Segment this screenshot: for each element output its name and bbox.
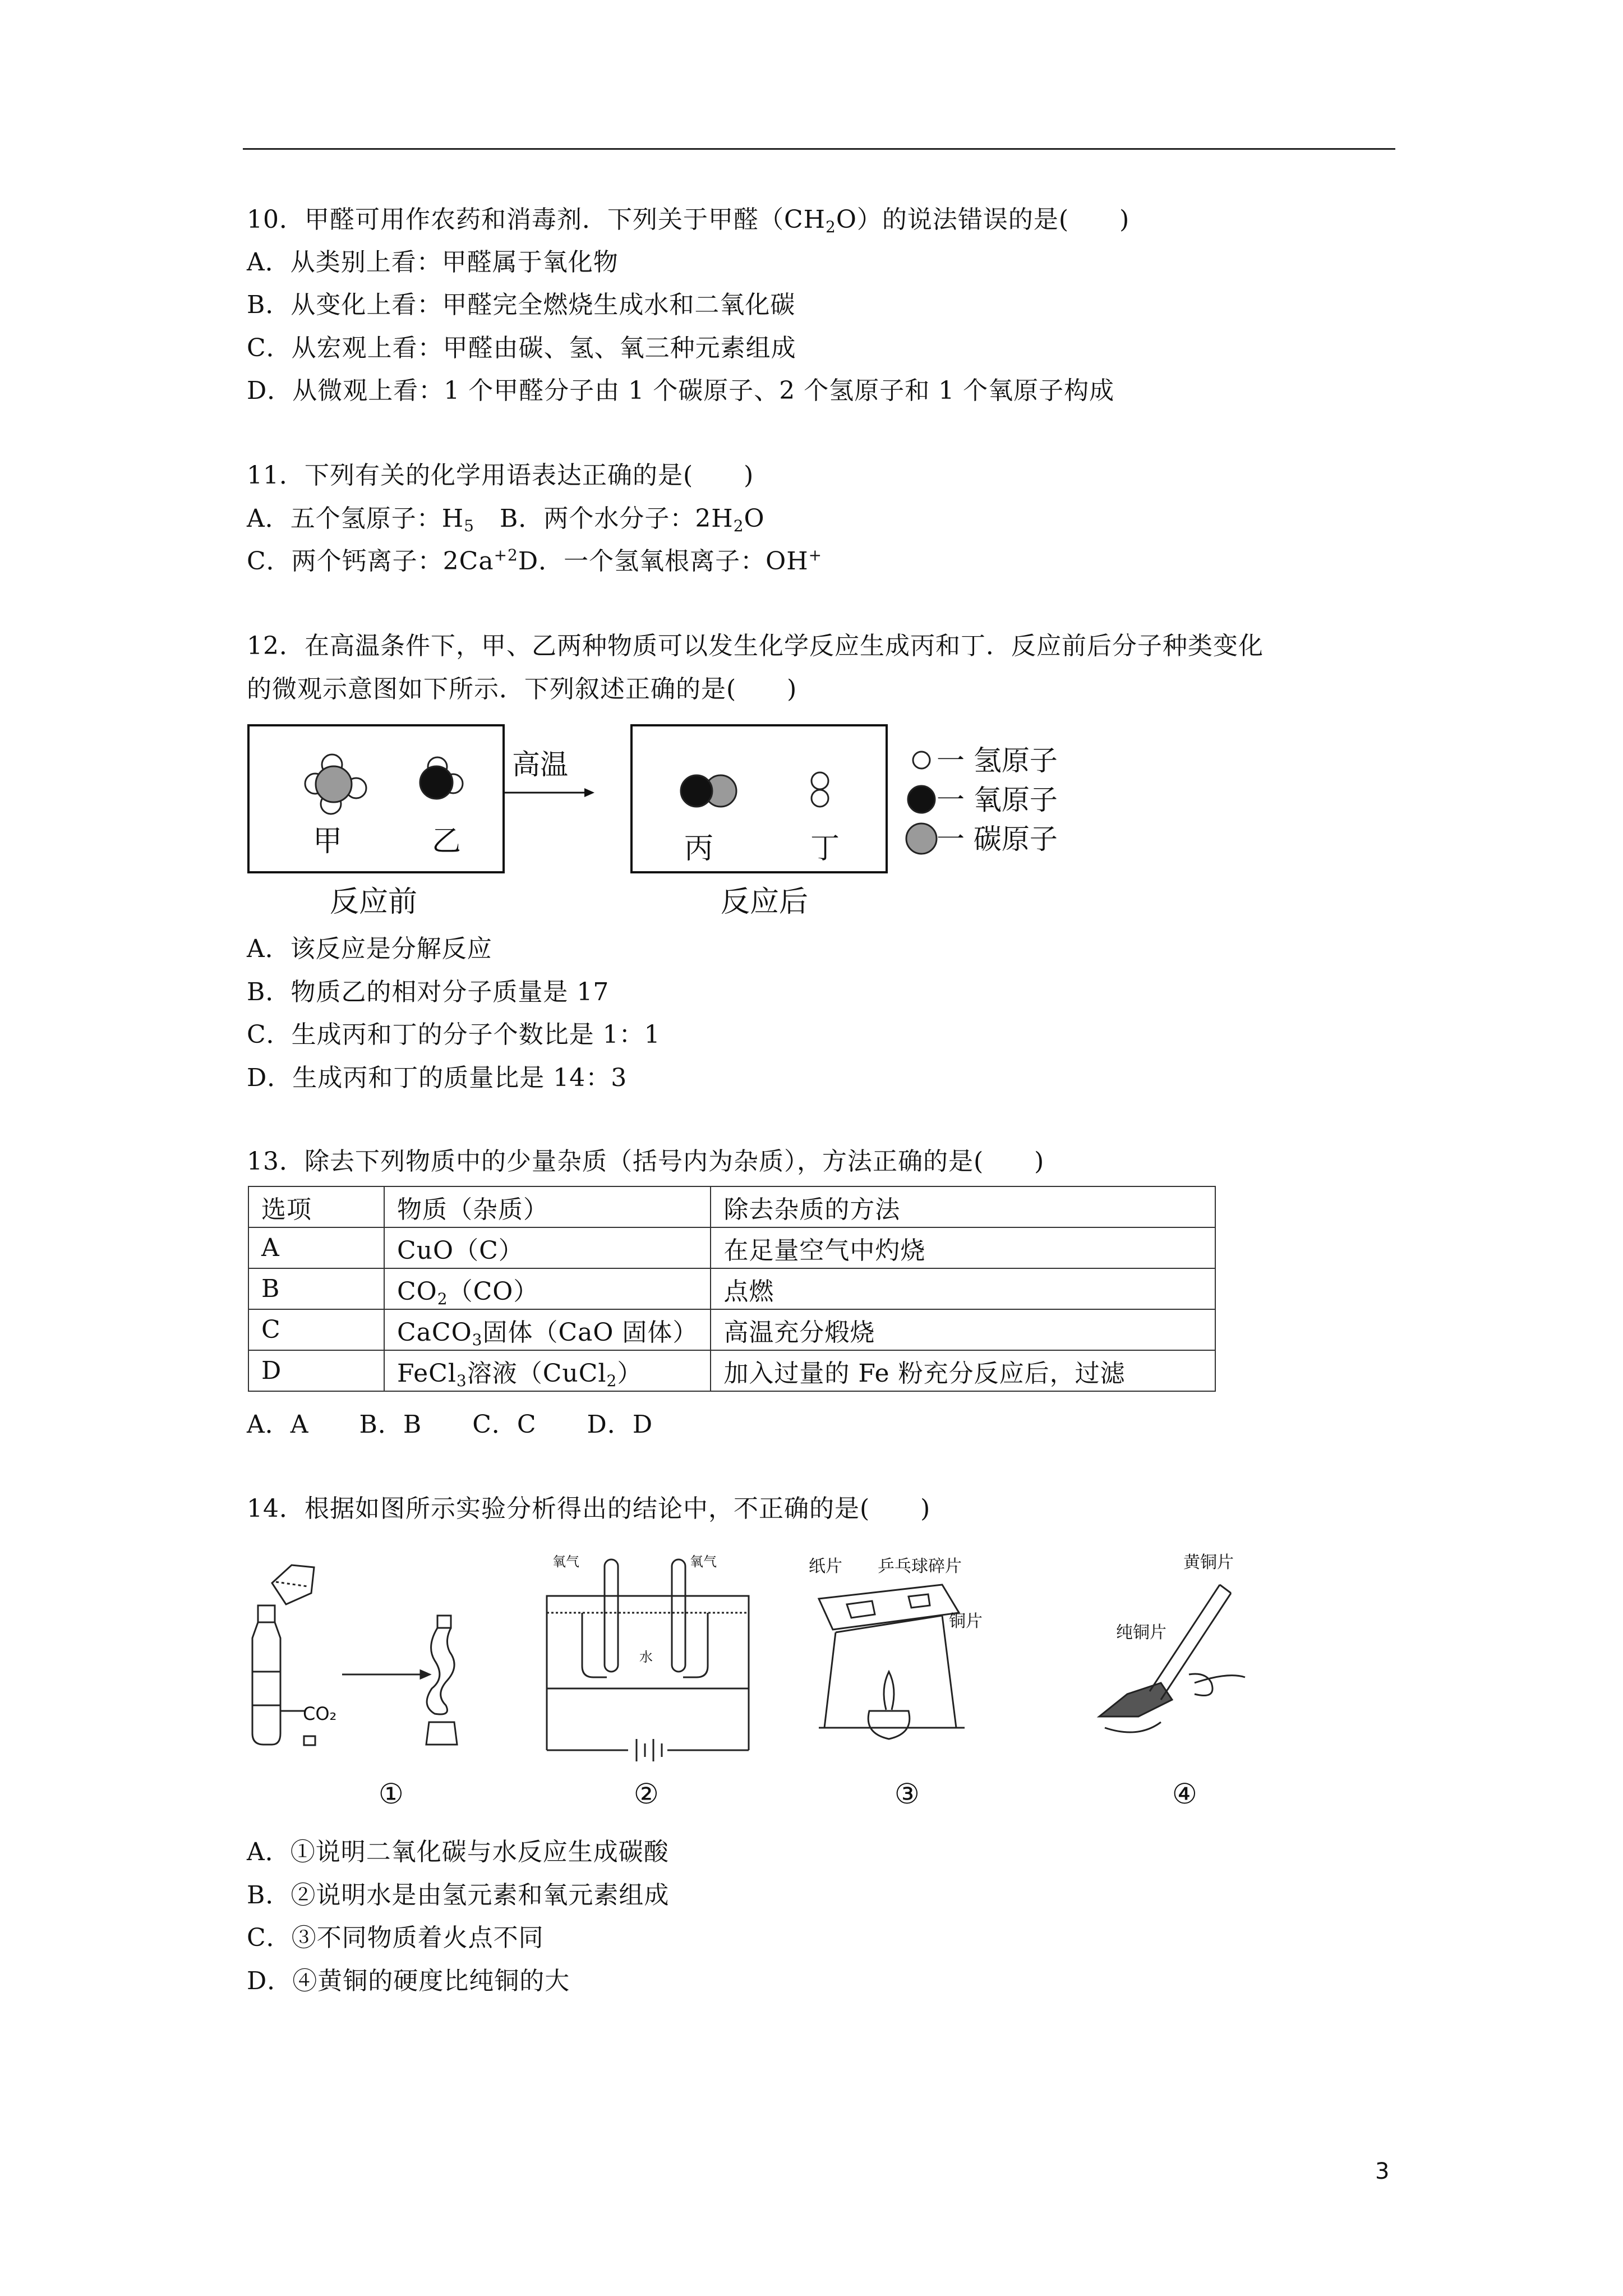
copper-plate-label: 铜片 [949, 1612, 983, 1631]
after-box [631, 725, 887, 872]
q10-option-a: A．从类别上看：甲醛属于氧化物 [247, 248, 619, 277]
before-box [248, 725, 504, 872]
q10-option-c: C．从宏观上看：甲醛由碳、氢、氧三种元素组成 [247, 334, 796, 362]
q10-option-d: D．从微观上看：1 个甲醛分子由 1 个碳原子、2 个氢原子和 1 个氧原子构成 [247, 376, 1115, 405]
caption-4: ④ [1172, 1778, 1197, 1810]
paper-label: 纸片 [809, 1557, 842, 1576]
caption-before: 反应前 [330, 885, 418, 919]
svg-text:一 氧原子: 一 氧原子 [937, 784, 1058, 816]
table-row: A CuO（C） 在足量空气中灼烧 [248, 1227, 1215, 1268]
tube-right-label: 氧气 [690, 1554, 717, 1570]
label-ding: 丁 [810, 832, 840, 866]
q14-option-c: C．③不同物质着火点不同 [247, 1924, 544, 1952]
q13-table [248, 1186, 1216, 1392]
arrow-label: 高温 [512, 748, 568, 781]
caption-1: ① [379, 1778, 404, 1810]
header-option: 选项 [248, 1186, 384, 1227]
q14-option-b: B．②说明水是由氢元素和氧元素组成 [247, 1881, 670, 1910]
legend-carbon [906, 823, 1058, 855]
q10-stem: 10．甲醛可用作农药和消毒剂．下列关于甲醛$(CH_2O)$的说法错误的是( ) [247, 205, 1130, 236]
label-bing: 丙 [684, 832, 714, 866]
label-yi: 乙 [432, 825, 462, 858]
q12-stem-line2: 的微观示意图如下所示．下列叙述正确的是( ) [247, 675, 797, 703]
legend-oxygen [908, 784, 1058, 816]
q14-option-a: A．①说明二氧化碳与水反应生成碳酸 [247, 1838, 669, 1866]
experiment-3-ignition [819, 1585, 965, 1739]
q14-option-d: D．④黄铜的硬度比纯铜的大 [247, 1967, 570, 1995]
pure-copper-label: 纯铜片 [1116, 1623, 1166, 1642]
table-row: C CaCO$_3$固体（CaO 固体） 高温充分煅烧 [248, 1309, 1215, 1350]
caption-3: ③ [895, 1778, 920, 1810]
molecule-jia [305, 754, 366, 814]
co2-label: CO₂ [303, 1703, 337, 1724]
label-jia: 甲 [313, 825, 343, 858]
experiment-1-bottle [252, 1565, 457, 1745]
q12-stem-line1: 12．在高温条件下，甲、乙两种物质可以发生化学反应生成丙和丁．反应前后分子种类变化 [247, 632, 1264, 660]
q11-options-row2: C．两个钙离子：$2Ca^{+2}D$．一个氢氧根离子：OH+ [247, 546, 823, 576]
svg-text:一 氢原子: 一 氢原子 [937, 744, 1058, 777]
water-label: 水 [639, 1649, 653, 1665]
experiment-4-hardness [1099, 1585, 1245, 1732]
legend-hydrogen [913, 744, 1058, 777]
q11-stem: 11．下列有关的化学用语表达正确的是( ) [247, 461, 754, 490]
table-header-row [248, 1186, 1215, 1227]
header-rule [243, 148, 1395, 150]
header-substance: 物质（杂质） [384, 1186, 711, 1227]
pingpong-label: 乒乓球碎片 [878, 1557, 962, 1576]
q10-option-b: B．从变化上看：甲醛完全燃烧生成水和二氧化碳 [247, 291, 796, 319]
header-method: 除去杂质的方法 [711, 1186, 1215, 1227]
brass-label: 黄铜片 [1183, 1553, 1234, 1572]
q12-option-a: A．该反应是分解反应 [247, 935, 492, 963]
svg-text:一 碳原子: 一 碳原子 [937, 823, 1058, 855]
q14-experiment-figure [241, 1543, 1318, 1823]
q12-reaction-diagram [241, 721, 1094, 931]
molecule-yi [420, 757, 463, 799]
table-row: B $CO_2(CO)$ 点燃 [248, 1268, 1215, 1309]
page-number: 3 [1375, 2159, 1390, 2184]
q12-option-b: B．物质乙的相对分子质量是 17 [247, 978, 610, 1006]
q13-answers: A．A B．B C．C D．D [247, 1410, 653, 1439]
molecule-bing [681, 775, 736, 807]
table-row: D FeCl$_3$溶液（CuCl$_2$） 加入过量的 Fe 粉充分反应后，过滤 [248, 1350, 1215, 1391]
q12-option-d: D．生成丙和丁的质量比是 14：3 [247, 1064, 628, 1092]
q13-stem: 13．除去下列物质中的少量杂质（括号内为杂质），方法正确的是( ) [247, 1147, 1045, 1176]
q12-option-c: C．生成丙和丁的分子个数比是 1：1 [247, 1020, 661, 1049]
q11-options-row1: A．五个氢原子：$H_5$ B．两个水分子：$2H_2O$ [247, 504, 765, 535]
q14-stem: 14．根据如图所示实验分析得出的结论中，不正确的是( ) [247, 1494, 931, 1523]
molecule-ding [811, 772, 828, 807]
tube-left-label: 氧气 [552, 1554, 579, 1570]
caption-2: ② [634, 1778, 659, 1810]
caption-after: 反应后 [721, 885, 809, 919]
